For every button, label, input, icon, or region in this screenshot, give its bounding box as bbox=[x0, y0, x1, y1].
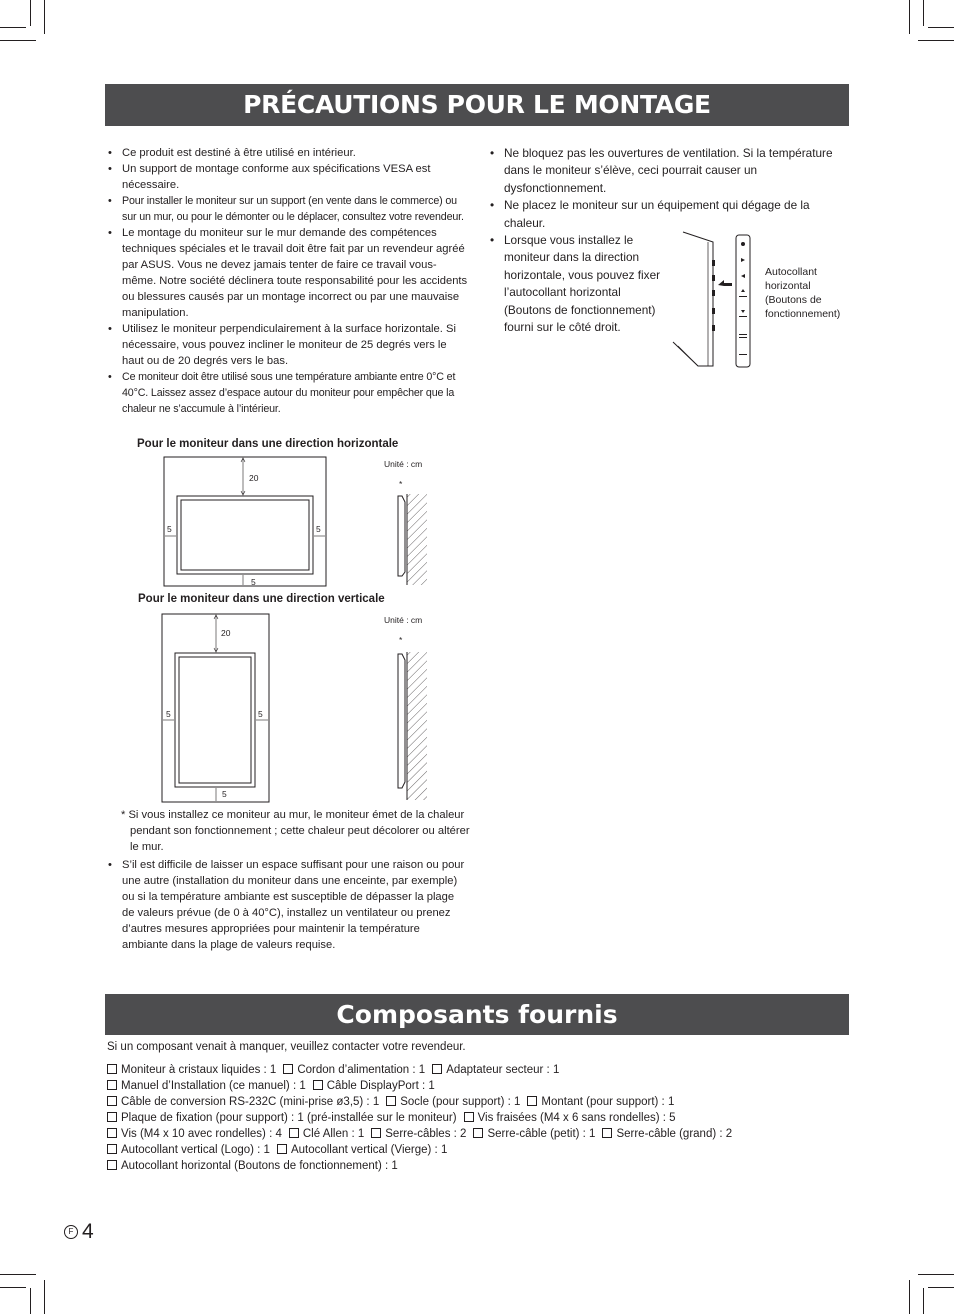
bullet-item: • Ce produit est destiné à être utilisé en intérieur. bbox=[106, 145, 468, 161]
crop-mark bbox=[30, 1288, 31, 1314]
checkbox-icon bbox=[107, 1064, 117, 1074]
component-item: Serre-câbles : 2 bbox=[385, 1128, 467, 1140]
unit-label: Unité : cm bbox=[384, 615, 423, 625]
crop-mark bbox=[44, 1280, 45, 1314]
wall-side-view-horizontal bbox=[395, 492, 430, 587]
bullet-item: • Ce moniteur doit être utilisé sous une température ambiante entre 0°C et 40°C. Laissez assez d’espace autour du moniteur pour empêcher que la chaleur ne s’accumule à l’intérieur. bbox=[106, 369, 468, 417]
crop-mark bbox=[909, 1280, 910, 1314]
component-item: Adaptateur secteur : 1 bbox=[446, 1064, 560, 1076]
crop-mark bbox=[923, 0, 924, 26]
component-item: Câble de conversion RS-232C (mini-prise ø3,5) : 1 bbox=[121, 1096, 380, 1108]
bullet-item: • Un support de montage conforme aux spécifications VESA est nécessaire. bbox=[106, 161, 468, 193]
component-item: Câble DisplayPort : 1 bbox=[326, 1080, 435, 1092]
component-item: Socle (pour support) : 1 bbox=[400, 1096, 521, 1108]
sticker-label: Autocollant horizontal (Boutons de fonctionnement) bbox=[765, 266, 841, 320]
mounting-bullets-bottom bbox=[106, 857, 468, 953]
section-title: Composants fournis bbox=[336, 1000, 618, 1029]
components-list bbox=[107, 1062, 847, 1174]
dim-right: 5 bbox=[258, 709, 263, 719]
wall-heat-footnote: * Si vous installez ce moniteur au mur, le moniteur émet de la chaleur pendant son fonctionnement ; cette chaleur peut décolorer ou altérer le mur. bbox=[121, 809, 470, 853]
component-row bbox=[107, 1062, 847, 1078]
bullet-item: • Lorsque vous installez le moniteur dans la direction horizontale, vous pouvez fixer l’autocollant horizontal (Boutons de fonctionnement) fourni sur le côté droit. bbox=[488, 232, 669, 336]
checkbox-icon bbox=[107, 1112, 117, 1122]
section-title: PRÉCAUTIONS POUR LE MONTAGE bbox=[243, 90, 711, 119]
crop-mark bbox=[0, 40, 36, 41]
checkbox-icon bbox=[527, 1096, 537, 1106]
bullet-item: • Le montage du moniteur sur le mur demande des compétences techniques spéciales et le travail doit être fait par un revendeur agréé par ASUS. Vous ne devez jamais tenter de faire ce travail vous-même. Notre société déclinera toute responsabilité pour les accidents ou blessures causés par un montage incorrect ou par une mauvaise manipulation. bbox=[106, 225, 468, 321]
crop-mark bbox=[44, 0, 45, 34]
diagram-caption-horizontal: Pour le moniteur dans une direction horizontale bbox=[137, 438, 399, 450]
bullet-item: • Utilisez le moniteur perpendiculairement à la surface horizontale. Si nécessaire, vous pouvez incliner le moniteur de 25 degrés vers le haut ou de 20 degrés vers le bas. bbox=[106, 321, 468, 369]
sticker-illustration bbox=[668, 230, 768, 370]
component-row bbox=[107, 1078, 847, 1094]
component-row bbox=[107, 1110, 847, 1126]
crop-mark bbox=[928, 27, 954, 28]
dim-top: 20 bbox=[249, 473, 259, 483]
page-number: 4 bbox=[82, 1220, 94, 1243]
checkbox-icon bbox=[107, 1080, 117, 1090]
checkbox-icon bbox=[289, 1128, 299, 1138]
component-item: Serre-câble (grand) : 2 bbox=[616, 1128, 733, 1140]
checkbox-icon bbox=[386, 1096, 396, 1106]
crop-mark bbox=[0, 27, 26, 28]
crop-mark bbox=[30, 0, 31, 26]
bullet-item: • Ne bloquez pas les ouvertures de ventilation. Si la température dans le moniteur s’élève, ceci pourrait causer un dysfonctionnement. bbox=[488, 145, 833, 197]
checkbox-icon bbox=[283, 1064, 293, 1074]
language-marker: F bbox=[64, 1225, 78, 1239]
components-intro: Si un composant venait à manquer, veuillez contacter votre revendeur. bbox=[107, 1041, 466, 1053]
checkbox-icon bbox=[107, 1096, 117, 1106]
component-row bbox=[107, 1094, 847, 1110]
crop-mark bbox=[923, 1288, 924, 1314]
bullet-item: • S’il est difficile de laisser un espace suffisant pour une raison ou pour une autre (installation du moniteur dans une enceinte, par exemple) ou si la température ambiante est susceptible de dépasser la plage de valeurs prévue (de 0 à 40°C), installez un ventilateur ou prenez d’autres mesures appropriées pour maintenir la température ambiante dans la plage de valeurs requise. bbox=[106, 857, 468, 953]
clearance-diagram-horizontal bbox=[163, 456, 328, 588]
checkbox-icon bbox=[602, 1128, 612, 1138]
checkbox-icon bbox=[371, 1128, 381, 1138]
asterisk-mark: * bbox=[399, 635, 403, 645]
crop-mark bbox=[0, 1287, 26, 1288]
dim-top: 20 bbox=[221, 628, 231, 638]
crop-mark bbox=[918, 40, 954, 41]
dim-bottom: 5 bbox=[251, 577, 256, 587]
clearance-diagram-vertical bbox=[161, 613, 271, 804]
section-banner-mounting bbox=[105, 84, 849, 126]
dim-bottom: 5 bbox=[222, 789, 227, 799]
checkbox-icon bbox=[313, 1080, 323, 1090]
dim-left: 5 bbox=[166, 709, 171, 719]
checkbox-icon bbox=[107, 1144, 117, 1154]
checkbox-icon bbox=[277, 1144, 287, 1154]
checkbox-icon bbox=[432, 1064, 442, 1074]
mounting-bullets-left bbox=[106, 145, 468, 417]
component-item: Vis (M4 x 10 avec rondelles) : 4 bbox=[121, 1128, 282, 1140]
component-item: Plaque de fixation (pour support) : 1 (pré-installée sur le moniteur) bbox=[121, 1112, 457, 1124]
crop-mark bbox=[928, 1287, 954, 1288]
component-item: Clé Allen : 1 bbox=[302, 1128, 365, 1140]
component-item: Autocollant vertical (Logo) : 1 bbox=[121, 1144, 270, 1156]
diagram-caption-vertical: Pour le moniteur dans une direction verticale bbox=[138, 593, 385, 605]
bullet-item: • Ne placez le moniteur sur un équipement qui dégage de la chaleur. bbox=[488, 197, 833, 232]
component-row bbox=[107, 1158, 847, 1174]
dim-left: 5 bbox=[167, 524, 172, 534]
checkbox-icon bbox=[107, 1128, 117, 1138]
component-row bbox=[107, 1126, 847, 1142]
checkbox-icon bbox=[107, 1160, 117, 1170]
unit-label: Unité : cm bbox=[384, 459, 423, 469]
component-item: Moniteur à cristaux liquides : 1 bbox=[121, 1064, 277, 1076]
component-item: Autocollant vertical (Vierge) : 1 bbox=[290, 1144, 448, 1156]
bullet-item: • Pour installer le moniteur sur un support (en vente dans le commerce) ou sur un mur, ou pour le démonter ou le déplacer, consultez votre revendeur. bbox=[106, 193, 468, 225]
checkbox-icon bbox=[473, 1128, 483, 1138]
component-item: Vis fraisées (M4 x 6 sans rondelles) : 5 bbox=[477, 1112, 676, 1124]
section-banner-components bbox=[105, 994, 849, 1035]
component-item: Manuel d’Installation (ce manuel) : 1 bbox=[121, 1080, 306, 1092]
checkbox-icon bbox=[464, 1112, 474, 1122]
asterisk-mark: * bbox=[399, 479, 403, 489]
crop-mark bbox=[909, 0, 910, 34]
dim-right: 5 bbox=[316, 524, 321, 534]
wall-side-view-vertical bbox=[395, 650, 430, 802]
crop-mark bbox=[918, 1274, 954, 1275]
component-item: Autocollant horizontal (Boutons de fonctionnement) : 1 bbox=[121, 1160, 398, 1172]
component-item: Montant (pour support) : 1 bbox=[541, 1096, 675, 1108]
component-row bbox=[107, 1142, 847, 1158]
crop-mark bbox=[0, 1274, 36, 1275]
component-item: Serre-câble (petit) : 1 bbox=[487, 1128, 596, 1140]
component-item: Cordon d’alimentation : 1 bbox=[297, 1064, 426, 1076]
